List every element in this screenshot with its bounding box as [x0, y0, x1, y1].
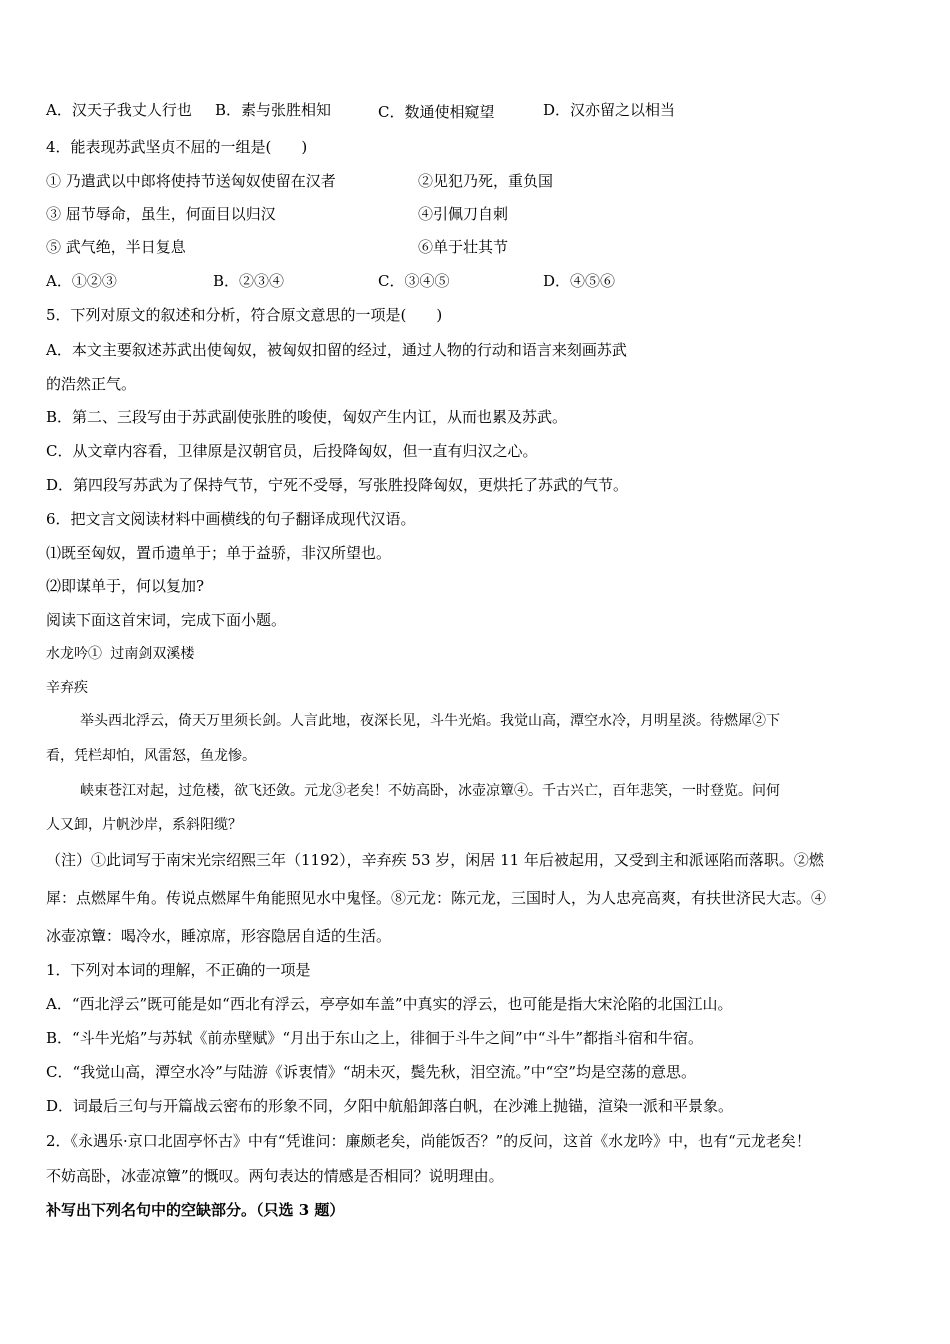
- poem-title: 水龙吟① 过南剑双溪楼: [46, 646, 195, 662]
- q4-item-5: ⑤ 武气绝，半日复息: [46, 238, 186, 256]
- q4-item-4: ④引佩刀自刺: [418, 205, 509, 223]
- q5-option-a-line2: 的浩然正气。: [46, 375, 137, 393]
- q6-sentence-1: ⑴既至匈奴，置币遗单于；单于益骄，非汉所望也。: [46, 544, 392, 562]
- poem-stanza2-line2: 人又卸，片帆沙岸，系斜阳缆？: [46, 817, 242, 833]
- poem-intro: 阅读下面这首宋词，完成下面小题。: [46, 611, 287, 629]
- q4-item-6: ⑥单于壮其节: [418, 238, 509, 256]
- poem-q1-option-b: B．“斗牛光焰”与苏轼《前赤壁赋》“月出于东山之上，徘徊于斗牛之间”中“斗牛”都指斗宿和牛宿。: [46, 1029, 704, 1047]
- q5-option-d: D．第四段写苏武为了保持气节，宁死不受辱，写张胜投降匈奴，更烘托了苏武的气节。: [46, 476, 629, 494]
- poem-q2-line1: 2．《永遇乐·京口北固亭怀古》中有“凭谁问：廉颇老矣，尚能饭否？”的反问，这首《水龙吟》中，也有“元龙老矣！: [46, 1132, 811, 1150]
- poem-q1-option-d: D．词最后三句与开篇战云密布的形象不同，夕阳中航船卸落白帆，在沙滩上抛锚，渲染一派和平景象。: [46, 1097, 734, 1115]
- q4-option-b: B．②③④: [213, 272, 285, 290]
- q5-option-c: C．从文章内容看，卫律原是汉朝官员，后投降匈奴，但一直有归汉之心。: [46, 442, 538, 460]
- q6-sentence-2: ⑵即谋单于，何以复加?: [46, 577, 205, 595]
- q4-option-d: D．④⑤⑥: [543, 272, 616, 290]
- poem-q2-line2: 不妨高卧，冰壶凉簟”的慨叹。两句表达的情感是否相同？说明理由。: [46, 1167, 504, 1185]
- q4-stem: 4．能表现苏武坚贞不屈的一组是( ): [46, 138, 308, 156]
- q3-option-a: A．汉天子我丈人行也: [46, 101, 192, 119]
- poem-q1-stem: 1．下列对本词的理解，不正确的一项是: [46, 961, 311, 979]
- poem-note-line2: 犀：点燃犀牛角。传说点燃犀牛角能照见水中鬼怪。⑧元龙：陈元龙，三国时人，为人忠亮高爽，有扶世济民大志。④: [46, 889, 827, 907]
- q4-item-3: ③ 屈节辱命，虽生，何面目以归汉: [46, 205, 276, 223]
- q5-option-a-line1: A．本文主要叙述苏武出使匈奴，被匈奴扣留的经过，通过人物的行动和语言来刻画苏武: [46, 341, 627, 359]
- q3-option-c: C．数通使相窥望: [378, 103, 495, 121]
- q6-stem: 6．把文言文阅读材料中画横线的句子翻译成现代汉语。: [46, 510, 416, 528]
- q5-option-b: B．第二、三段写由于苏武副使张胜的唆使，匈奴产生内讧，从而也累及苏武。: [46, 408, 568, 426]
- poem-note-line3: 冰壶凉簟：喝冷水，睡凉席，形容隐居自适的生活。: [46, 927, 392, 945]
- poem-stanza1-line1: 举头西北浮云，倚天万里须长剑。人言此地，夜深长见，斗牛光焰。我觉山高，潭空水冷，月明星淡。待燃犀②下: [80, 713, 780, 729]
- poem-stanza1-line2: 看，凭栏却怕，风雷怒，鱼龙惨。: [46, 748, 256, 764]
- poem-stanza2-line1: 峡束苍江对起，过危楼，欲飞还敛。元龙③老矣！不妨高卧，冰壶凉簟④。千古兴亡，百年悲笑，一时登览。问何: [80, 783, 780, 799]
- q4-option-c: C．③④⑤: [378, 272, 450, 290]
- q3-option-b: B．素与张胜相知: [215, 101, 332, 119]
- poem-q1-option-a: A．“西北浮云”既可能是如“西北有浮云，亭亭如车盖”中真实的浮云，也可能是指大宋沦陷的北国江山。: [46, 995, 733, 1013]
- poem-author: 辛弃疾: [46, 680, 88, 696]
- poem-q1-option-c: C．“我觉山高，潭空水冷”与陆游《诉衷情》“胡未灭，鬓先秋，泪空流。”中“空”均是空荡的意思。: [46, 1063, 696, 1081]
- section-heading: 补写出下列名句中的空缺部分。（只选 3 题）: [46, 1201, 345, 1219]
- q3-option-d: D．汉亦留之以相当: [543, 101, 676, 119]
- q5-stem: 5．下列对原文的叙述和分析，符合原文意思的一项是( ): [46, 306, 443, 324]
- q4-item-1: ① 乃遣武以中郎将使持节送匈奴使留在汉者: [46, 172, 336, 190]
- q4-option-a: A．①②③: [46, 272, 117, 290]
- poem-note-line1: （注）①此词写于南宋光宗绍熙三年（1192），辛弃疾 53 岁，闲居 11 年后被起用，又受到主和派诬陷而落职。②燃: [46, 851, 824, 869]
- q4-item-2: ②见犯乃死，重负国: [418, 172, 554, 190]
